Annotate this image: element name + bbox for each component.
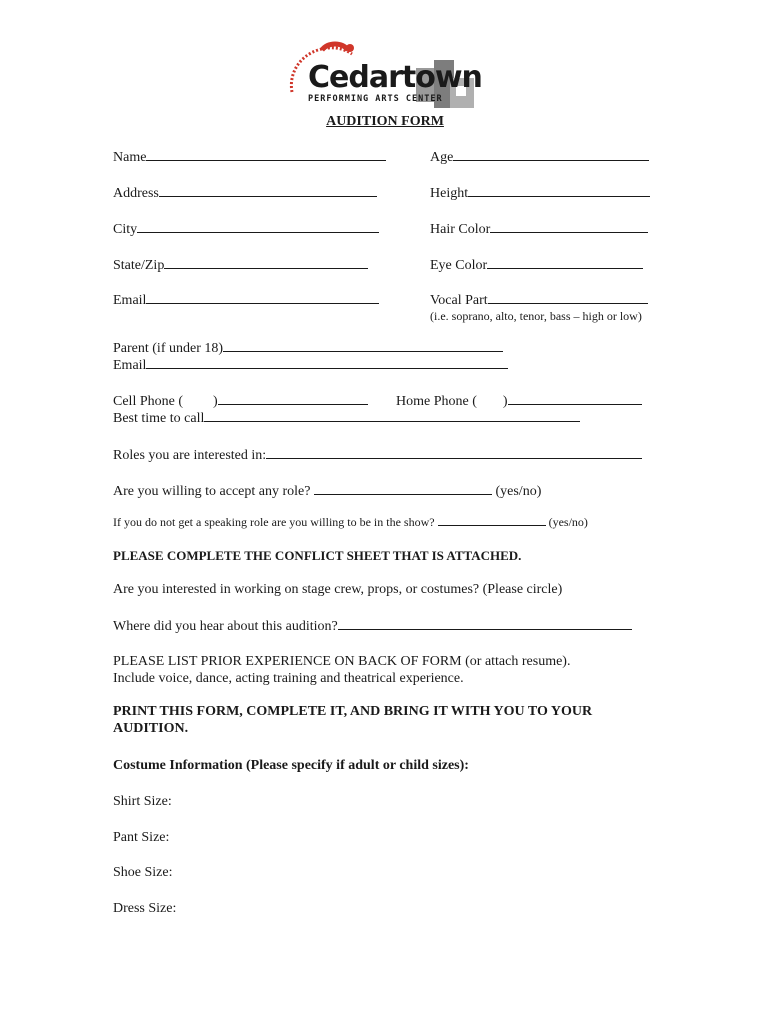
email-label: Email (113, 293, 147, 308)
form-title: AUDITION FORM (326, 114, 444, 129)
name-field[interactable] (113, 148, 386, 166)
height-line[interactable] (468, 184, 650, 197)
vocal-part-note: (i.e. soprano, alto, tenor, bass – high or low) (430, 309, 642, 323)
crew-question: Are you interested in working on stage crew, props, or costumes? (Please circle) (113, 582, 563, 597)
vocal-part-label: Vocal Part (430, 293, 488, 308)
home-phone-paren: ) (502, 394, 508, 409)
parent-label: Parent (if under 18) (113, 341, 224, 356)
parent-field[interactable] (113, 339, 503, 357)
experience-line-2: Include voice, dance, acting training and theatrical experience. (113, 671, 464, 686)
roles-label: Roles you are interested in: (113, 448, 267, 463)
state-zip-field[interactable] (113, 256, 368, 274)
name-line[interactable] (146, 148, 386, 161)
state-zip-line[interactable] (164, 256, 368, 269)
best-time-field[interactable] (113, 409, 580, 427)
age-label: Age (430, 150, 454, 165)
best-time-line[interactable] (204, 409, 580, 422)
address-label: Address (113, 186, 159, 201)
eye-color-field[interactable] (430, 256, 643, 274)
speaking-role-field[interactable] (113, 515, 588, 530)
cell-phone-line[interactable] (218, 392, 368, 405)
dress-size-label[interactable]: Dress Size: (113, 901, 177, 916)
print-notice-1: PRINT THIS FORM, COMPLETE IT, AND BRING IT WITH YOU TO YOUR (113, 704, 593, 719)
parent-email-field[interactable] (113, 356, 508, 374)
home-phone-line[interactable] (508, 392, 642, 405)
height-field[interactable] (430, 184, 650, 202)
age-field[interactable] (430, 148, 649, 166)
logo-subtitle: PERFORMING ARTS CENTER (308, 94, 443, 104)
logo-dot (346, 44, 354, 52)
parent-line[interactable] (223, 339, 503, 352)
logo-wordmark: Cedartown (308, 60, 482, 95)
pant-size-label[interactable]: Pant Size: (113, 830, 170, 845)
address-field[interactable] (113, 184, 377, 202)
hear-about-label: Where did you hear about this audition? (113, 619, 338, 634)
speaking-role-label: If you do not get a speaking role are you willing to be in the show? (113, 515, 435, 529)
state-zip-label: State/Zip (113, 258, 165, 273)
cell-phone-field[interactable] (113, 392, 368, 410)
age-line[interactable] (453, 148, 649, 161)
hair-color-field[interactable] (430, 220, 648, 238)
parent-email-line[interactable] (146, 356, 508, 369)
print-notice-2: AUDITION. (113, 721, 189, 736)
hair-color-line[interactable] (490, 220, 648, 233)
cell-phone-label: Cell Phone ( (113, 394, 183, 409)
accept-role-label: Are you willing to accept any role? (113, 484, 311, 499)
city-field[interactable] (113, 220, 379, 238)
height-label: Height (430, 186, 469, 201)
roles-line[interactable] (266, 446, 642, 459)
address-line[interactable] (159, 184, 377, 197)
shoe-size-label[interactable]: Shoe Size: (113, 865, 173, 880)
accept-role-field[interactable] (113, 482, 541, 500)
home-phone-field[interactable] (396, 392, 642, 410)
experience-line-1: PLEASE LIST PRIOR EXPERIENCE ON BACK OF FORM (or attach resume). (113, 654, 571, 669)
email-line[interactable] (146, 291, 379, 304)
best-time-label: Best time to call (113, 411, 205, 426)
eye-color-line[interactable] (487, 256, 643, 269)
speaking-role-suffix: (yes/no) (548, 515, 588, 529)
email-field[interactable] (113, 291, 379, 309)
city-line[interactable] (137, 220, 379, 233)
accept-role-line[interactable] (314, 482, 492, 495)
cedartown-logo (286, 40, 482, 112)
hear-about-field[interactable] (113, 617, 632, 635)
cell-phone-paren: ) (213, 394, 218, 409)
costume-heading: Costume Information (Please specify if adult or child sizes): (113, 758, 469, 773)
vocal-part-field[interactable] (430, 291, 648, 309)
city-label: City (113, 222, 138, 237)
home-phone-label: Home Phone ( (396, 394, 477, 409)
hear-about-line[interactable] (338, 617, 632, 630)
parent-email-label: Email (113, 358, 147, 373)
roles-field[interactable] (113, 446, 642, 464)
logo-swoosh-top (322, 44, 348, 50)
shirt-size-label[interactable]: Shirt Size: (113, 794, 172, 809)
accept-role-suffix: (yes/no) (495, 484, 542, 499)
vocal-part-line[interactable] (488, 291, 648, 304)
conflict-sheet-notice: PLEASE COMPLETE THE CONFLICT SHEET THAT IS ATTACHED. (113, 548, 522, 563)
speaking-role-line[interactable] (438, 515, 546, 526)
eye-color-label: Eye Color (430, 258, 488, 273)
hair-color-label: Hair Color (430, 222, 491, 237)
name-label: Name (113, 150, 147, 165)
